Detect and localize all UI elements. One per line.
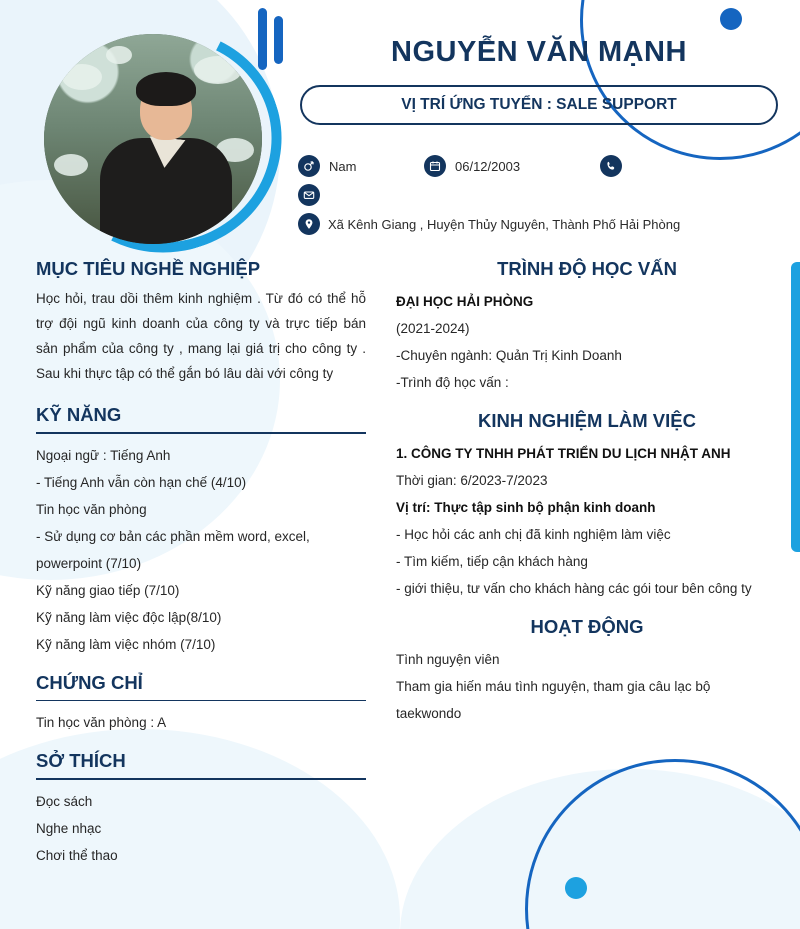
left-column (36, 258, 366, 887)
list-item: - Tìm kiếm, tiếp cận khách hàng (396, 554, 588, 569)
list-item: Tình nguyện viên (396, 652, 500, 667)
divider-skills (36, 432, 366, 434)
section-title-certificates: CHỨNG CHỈ (36, 671, 143, 693)
section-title-hobbies: SỞ THÍCH (36, 750, 126, 771)
contact-dob (424, 155, 592, 177)
section-experience (396, 410, 778, 602)
avatar-photo (44, 34, 262, 244)
section-activities (396, 616, 778, 727)
list-item: Nghe nhạc (36, 820, 102, 836)
list-item: Kỹ năng làm việc độc lập(8/10) (36, 609, 222, 625)
phone-icon (600, 155, 622, 177)
list-item: Đọc sách (36, 793, 93, 809)
page-title: NGUYỄN VĂN MẠNH (391, 36, 687, 68)
section-objective (36, 258, 366, 386)
right-column (396, 258, 778, 745)
list-item: Tham gia hiến máu tình nguyện, tham gia câu lạc bộ taekwondo (396, 679, 711, 721)
avatar-hair (136, 72, 196, 106)
decorative-dot-top-right (720, 8, 742, 30)
section-certificates (36, 672, 366, 737)
experience-role: Vị trí: Thực tập sinh bộ phận kinh doanh (396, 500, 656, 515)
list-item: - Sử dụng cơ bản các phần mềm word, excel, powerpoint (7/10) (36, 528, 310, 571)
list-item: Ngoại ngữ : Tiếng Anh (36, 447, 171, 463)
education-major: -Chuyên ngành: Quản Trị Kinh Doanh (396, 348, 622, 363)
section-title-activities: HOẠT ĐỘNG (530, 616, 644, 637)
list-item: Chơi thể thao (36, 847, 118, 863)
section-skills (36, 404, 366, 658)
list-item: - giới thiệu, tư vấn cho khách hàng các gói tour bên công ty (396, 581, 752, 596)
contact-dob-value: 06/12/2003 (455, 158, 521, 174)
gender-icon (298, 155, 320, 177)
section-hobbies (36, 750, 366, 869)
header (300, 36, 778, 125)
avatar (44, 26, 284, 256)
divider-certificates (36, 700, 366, 702)
contact-phone[interactable] (600, 155, 631, 177)
experience-company: 1. CÔNG TY TNHH PHÁT TRIỂN DU LỊCH NHẬT ANH (396, 446, 731, 461)
list-item: - Học hỏi các anh chị đã kinh nghiệm làm việc (396, 527, 671, 542)
list-item: Tin học văn phòng (36, 501, 147, 517)
list-item: Kỹ năng giao tiếp (7/10) (36, 582, 180, 598)
experience-time: Thời gian: 6/2023-7/2023 (396, 473, 548, 488)
email-icon (298, 184, 320, 206)
list-item: Kỹ năng làm việc nhóm (7/10) (36, 636, 216, 652)
education-level: -Trình độ học vấn : (396, 375, 509, 390)
section-education (396, 258, 778, 396)
section-title-experience: KINH NGHIỆM LÀM VIỆC (478, 410, 696, 431)
section-title-objective: MỤC TIÊU NGHỀ NGHIỆP (36, 258, 261, 279)
education-school: ĐẠI HỌC HẢI PHÒNG (396, 294, 534, 309)
applied-position-badge: VỊ TRÍ ỨNG TUYỂN : SALE SUPPORT (300, 85, 778, 125)
section-title-skills: KỸ NĂNG (36, 404, 122, 425)
objective-text: Học hỏi, trau dồi thêm kinh nghiệm . Từ đó có thể hỗ trợ đội ngũ kinh doanh của công ty và trực tiếp bán sản phẩm của công ty , mang lại giá trị cho công ty . Sau khi thực tập có thể gắn bó lâu dài với công ty (36, 291, 366, 381)
decorative-right-bar (791, 262, 800, 552)
decorative-dot-bottom (565, 877, 587, 899)
contact-row-email[interactable] (298, 184, 788, 206)
contact-row-address (298, 213, 788, 235)
contact-address-value: Xã Kênh Giang , Huyện Thủy Nguyên, Thành Phố Hải Phòng (328, 216, 681, 232)
contact-gender (298, 155, 416, 177)
contact-block (298, 155, 788, 242)
divider-hobbies (36, 778, 366, 780)
contact-gender-value: Nam (329, 158, 357, 174)
location-pin-icon (298, 213, 320, 235)
list-item: - Tiếng Anh vẫn còn hạn chế (4/10) (36, 474, 247, 490)
list-item: Tin học văn phòng : A (36, 715, 167, 730)
education-years: (2021-2024) (396, 321, 470, 336)
contact-row-primary (298, 155, 788, 177)
section-title-education: TRÌNH ĐỘ HỌC VẤN (497, 258, 677, 279)
calendar-icon (424, 155, 446, 177)
